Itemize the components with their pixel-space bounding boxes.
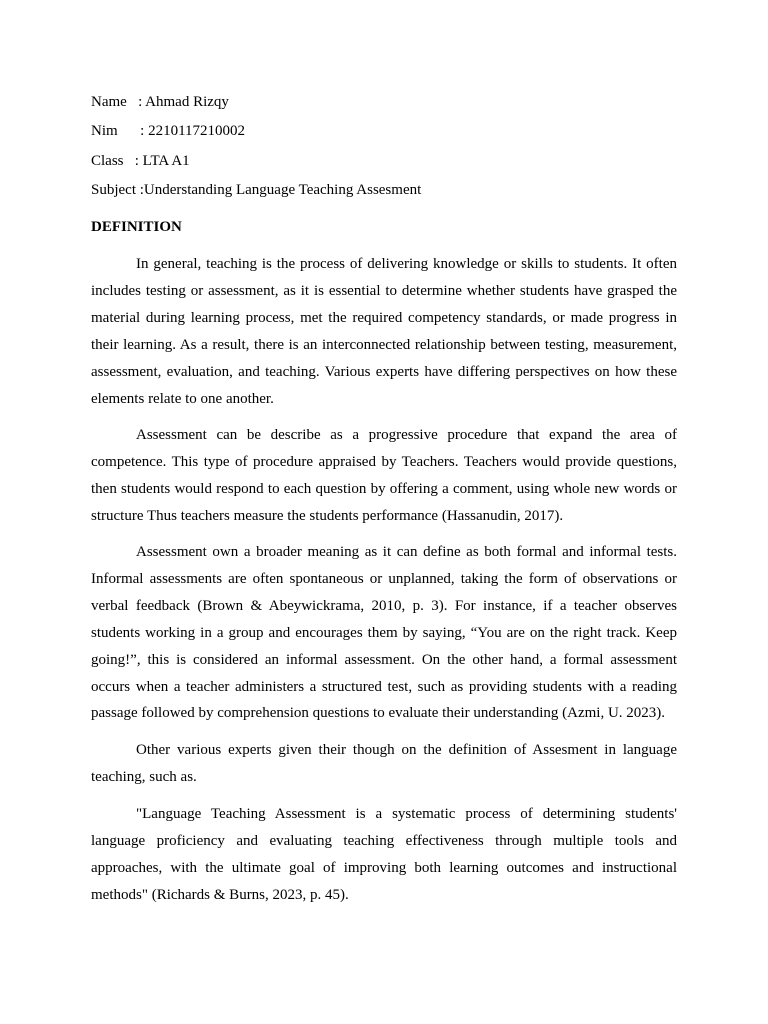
student-name: Name : Ahmad Rizqy (91, 94, 229, 110)
paragraph-assessment-procedure: Assessment can be describe as a progressive procedure that expand the area of competence. This type of procedure appraised by Teachers. Teachers would provide questions, then students would respond to each question by offering a comment, using whole new words or structure Thus teachers measure the students performance (Hassanudin, 2017). (91, 427, 677, 524)
paragraph-quote: "Language Teaching Assessment is a systematic process of determining students' language proficiency and evaluating teaching effectiveness through multiple tools and approaches, with the ultimate goal of improving both learning outcomes and instructional methods" (Richards & Burns, 2023, p. 45). (91, 806, 677, 903)
paragraph-intro: In general, teaching is the process of delivering knowledge or skills to students. It often includes testing or assessment, as it is essential to determine whether students have grasped the material during learning process, met the required competency standards, or made progress in their learning. As a result, there is an interconnected relationship between testing, measurement, assessment, evaluation, and teaching. Various experts have differing perspectives on how these elements relate to one another. (91, 256, 677, 407)
student-nim: Nim : 2210117210002 (91, 123, 246, 139)
subject-line: Subject :Understanding Language Teaching Assesment (91, 182, 422, 198)
paragraph-experts: Other various experts given their though on the definition of Assesment in language teaching, such as. (91, 742, 677, 785)
paragraph-formal-informal: Assessment own a broader meaning as it can define as both formal and informal tests. Informal assessments are often spontaneous or unplanned, taking the form of observations or verbal feedback (Brown & Abeywickrama, 2010, p. 3). For instance, if a teacher observes students working in a group and encourages them by saying, “You are on the right track. Keep going!”, this is considered an informal assessment. On the other hand, a formal assessment occurs when a teacher administers a structured test, such as providing students with a reading passage followed by comprehension questions to evaluate their understanding (Azmi, U. 2023). (91, 544, 677, 722)
student-class: Class : LTA A1 (91, 153, 190, 169)
section-heading: DEFINITION (91, 219, 182, 235)
